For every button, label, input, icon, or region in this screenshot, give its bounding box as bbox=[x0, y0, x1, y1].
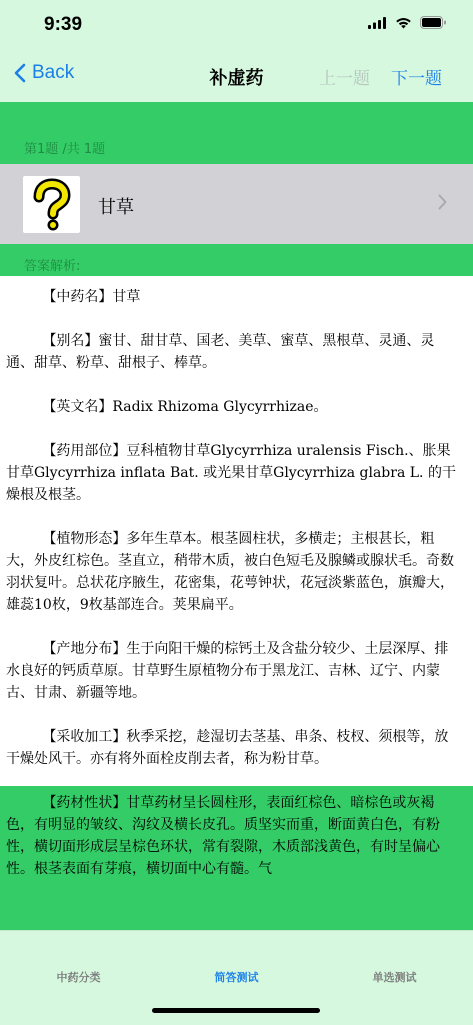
next-question-button[interactable]: 下一题 bbox=[391, 69, 442, 89]
question-item-name: 甘草 bbox=[98, 197, 134, 218]
content-paragraph: 【中药名】甘草 bbox=[42, 289, 141, 305]
tab-short-answer-test[interactable]: 简答测试 bbox=[214, 971, 259, 984]
content-paragraph: 【产地分布】生于向阳干燥的棕钙土及含盐分较少、土层深厚、排水良好的钙质草原。甘草野生原植物分布于黑龙江、吉林、辽宁、内蒙古、甘肃、新疆等地。 bbox=[6, 641, 449, 701]
question-mark-icon bbox=[23, 176, 80, 233]
chevron-right-icon bbox=[438, 194, 447, 210]
status-time: 9:39 bbox=[44, 14, 83, 35]
prev-question-button[interactable]: 上一题 bbox=[319, 69, 370, 89]
tab-single-choice-test[interactable]: 单选测试 bbox=[372, 971, 417, 984]
navigation-bar bbox=[0, 50, 473, 102]
signal-icon bbox=[368, 17, 387, 29]
battery-icon bbox=[420, 16, 447, 29]
back-label: Back bbox=[32, 62, 75, 83]
content-paragraph: 【别名】蜜甘、甜甘草、国老、美草、蜜草、黑根草、灵通、灵通、甜草、粉草、甜根子、棒草。 bbox=[6, 333, 435, 371]
content-paragraph: 【采收加工】秋季采挖，趁湿切去茎基、串条、枝杈、须根等，放干燥处风干。亦有将外面栓皮削去者，称为粉甘草。 bbox=[6, 729, 449, 767]
content-paragraph: 【药材性状】甘草药材呈长圆柱形，表面红棕色、暗棕色或灰褐色，有明显的皱纹、沟纹及横长皮孔。质坚实而重，断面黄白色，有粉性，横切面形成层呈棕色环状，常有裂隙，木质部浅黄色，有时呈偏心性。根茎表面有芽痕，横切面中心有髓。气 bbox=[6, 795, 440, 877]
content-paragraph: 【药用部位】豆科植物甘草Glycyrrhiza uralensis Fisch.、胀果甘草Glycyrrhiza inflata Bat. 或光果甘草Glycyrrhiza glabra L. 的干燥根及根茎。 bbox=[6, 443, 456, 503]
home-indicator bbox=[152, 1008, 320, 1013]
answer-content[interactable] bbox=[0, 276, 473, 877]
status-icons bbox=[368, 16, 447, 29]
content-paragraph: 【植物形态】多年生草本。根茎圆柱状，多横走；主根甚长，粗大，外皮红棕色。茎直立，稍带木质，被白色短毛及腺鳞或腺状毛。奇数羽状复叶。总状花序腋生，花密集，花萼钟状，花冠淡紫蓝色，旗瓣大，雄蕊10枚，9枚基部连合。荚果扁平。 bbox=[6, 531, 454, 613]
page-title: 补虚药 bbox=[209, 68, 264, 89]
question-row[interactable] bbox=[0, 164, 473, 244]
answer-analysis-label: 答案解析: bbox=[24, 259, 81, 274]
content-paragraph: 【英文名】Radix Rhizoma Glycyrrhizae。 bbox=[42, 399, 328, 415]
wifi-icon bbox=[395, 17, 412, 29]
status-bar bbox=[0, 0, 473, 50]
question-counter: 第1题 /共 1题 bbox=[24, 142, 106, 157]
tab-herb-categories[interactable]: 中药分类 bbox=[56, 971, 101, 984]
